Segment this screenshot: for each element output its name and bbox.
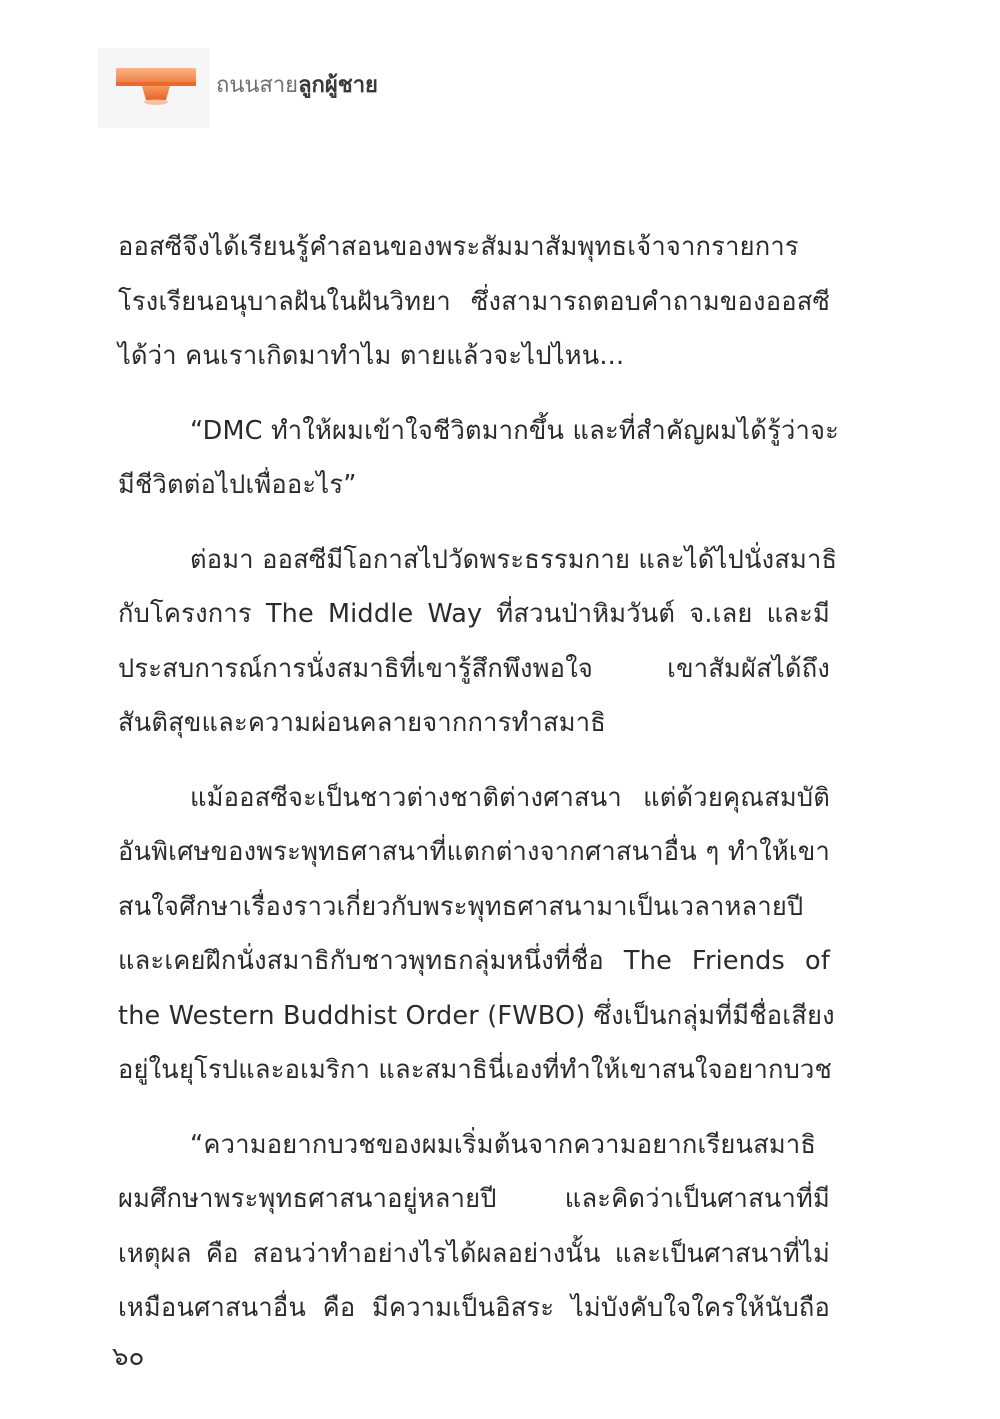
paragraph — [118, 533, 838, 751]
text-line: มีชีวิตต่อไปเพื่ออะไร” — [118, 470, 357, 500]
text-line: สนใจศึกษาเรื่องราวเกี่ยวกับพระพุทธศาสนามาเป็นเวลาหลายปี — [118, 891, 804, 922]
paragraph — [118, 1118, 830, 1336]
text-line: อยู่ในยุโรปและอเมริกา และสมาธินี่เองที่ทำให้เขาสนใจอยากบวช — [118, 1055, 833, 1085]
text-line: และเคยฝึกนั่งสมาธิกับชาวพุทธกลุ่มหนึ่งที่ชื่อ The Friends of — [118, 946, 830, 976]
orange-book-icon — [98, 48, 210, 128]
paragraph — [118, 220, 830, 384]
text-line: แม้ออสซีจะเป็นชาวต่างชาติต่างศาสนา แต่ด้วยคุณสมบัติ — [190, 782, 830, 813]
paragraph — [118, 404, 840, 513]
text-line: โรงเรียนอนุบาลฝันในฝันวิทยา ซึ่งสามารถตอบคำถามของออสซี — [118, 286, 830, 317]
text-line: เหตุผล คือ สอนว่าทำอย่างไรได้ผลอย่างนั้น และเป็นศาสนาที่ไม่ — [118, 1238, 830, 1269]
text-line: อันพิเศษของพระพุทธศาสนาที่แตกต่างจากศาสนาอื่น ๆ ทำให้เขา — [118, 837, 830, 867]
text-line: “ความอยากบวชของผมเริ่มต้นจากความอยากเรียนสมาธิ — [190, 1129, 817, 1160]
text-line: ออสซีจึงได้เรียนรู้คำสอนของพระสัมมาสัมพุทธเจ้าจากรายการ — [118, 232, 799, 262]
text-line: เหมือนศาสนาอื่น คือ มีความเป็นอิสระ ไม่บังคับใจใครให้นับถือ — [118, 1293, 830, 1323]
paragraph — [118, 771, 835, 1098]
book-title-part1: ถนนสาย — [216, 73, 299, 98]
text-line: ผมศึกษาพระพุทธศาสนาอยู่หลายปี และคิดว่าเป็นศาสนาที่มี — [118, 1184, 830, 1214]
text-line: สันติสุขและความผ่อนคลายจากการทำสมาธิ — [118, 708, 606, 738]
book-title — [216, 70, 378, 102]
text-line: ต่อมา ออสซีมีโอกาสไปวัดพระธรรมกาย และได้ไปนั่งสมาธิ — [190, 544, 838, 575]
body-text — [118, 220, 840, 1356]
text-line: กับโครงการ The Middle Way ที่สวนป่าหิมวันต์ จ.เลย และมี — [118, 599, 830, 629]
text-line: ประสบการณ์การนั่งสมาธิที่เขารู้สึกพึงพอใจ เขาสัมผัสได้ถึง — [118, 653, 830, 684]
page-number: ๖๐ — [112, 1342, 145, 1372]
text-line: ได้ว่า คนเราเกิดมาทำไม ตายแล้วจะไปไหน... — [118, 341, 625, 371]
text-line: “DMC ทำให้ผมเข้าใจชีวิตมากขึ้น และที่สำคัญผมได้รู้ว่าจะ — [190, 415, 840, 446]
text-line: the Western Buddhist Order (FWBO) ซึ่งเป็นกลุ่มที่มีชื่อเสียง — [118, 1000, 835, 1031]
running-header — [98, 48, 458, 128]
book-title-part2: ลูกผู้ชาย — [298, 73, 378, 98]
